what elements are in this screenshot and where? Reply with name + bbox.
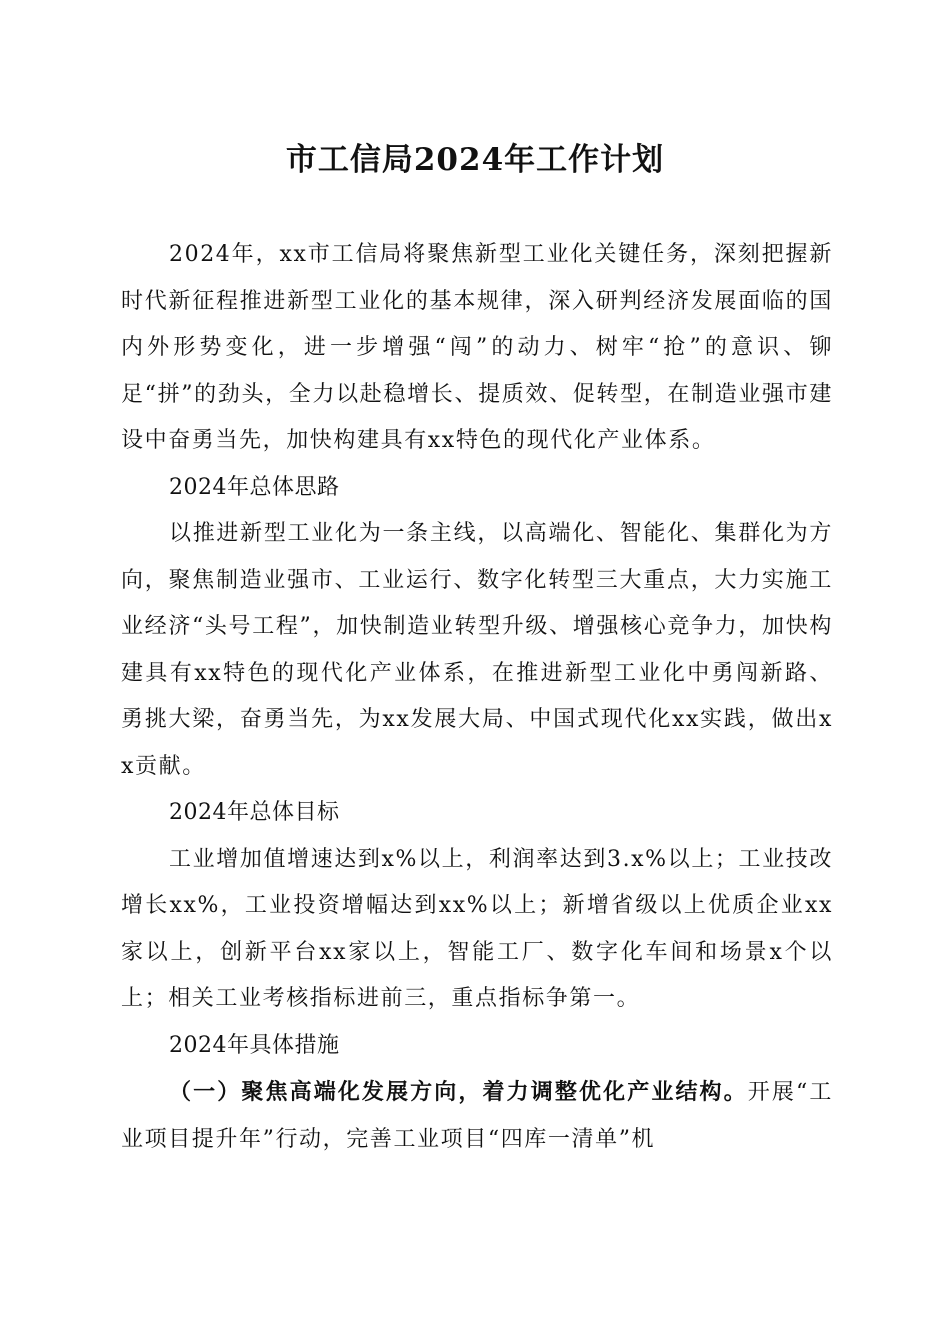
overall-approach-paragraph: 以推进新型工业化为一条主线，以高端化、智能化、集群化为方向，聚焦制造业强市、工业运行、数字化转型三大重点，大力实施工业经济“头号工程”，加快制造业转型升级、增强核心竞争力，加快构建具有xx特色的现代化产业体系，在推进新型工业化中勇闯新路、勇挑大梁，奋勇当先，为xx发展大局、中国式现代化xx实践，做出xx贡献。 [121, 521, 833, 779]
section-heading-overall-goals: 2024年总体目标 [169, 800, 340, 825]
measure-1-body: 开展“工业项目提升年”行动，完善工业项目“四库一清单”机 [121, 1080, 833, 1152]
document-title: 市工信局2024年工作计划 [285, 142, 665, 178]
document-body [121, 232, 833, 1163]
section-heading-overall-approach: 2024年总体思路 [169, 474, 340, 500]
measure-1-lead: （一）聚焦高端化发展方向，着力调整优化产业结构。 [169, 1079, 748, 1105]
measure-1-paragraph [121, 1069, 833, 1163]
section-heading-specific-measures: 2024年具体措施 [169, 1032, 340, 1058]
intro-paragraph: 2024年，xx市工信局将聚焦新型工业化关键任务，深刻把握新时代新征程推进新型工业化的基本规律，深入研判经济发展面临的国内外形势变化，进一步增强“闯”的动力、树牢“抢”的意识、铆足“拼”的劲头，全力以赴稳增长、提质效、促转型，在制造业强市建设中奋勇当先，加快构建具有xx特色的现代化产业体系。 [121, 242, 833, 453]
overall-goals-paragraph: 工业增加值增速达到x%以上，利润率达到3.x%以上；工业技改增长xx%，工业投资增幅达到xx%以上；新增省级以上优质企业xx家以上，创新平台xx家以上，智能工厂、数字化车间和场景x个以上；相关工业考核指标进前三，重点指标争第一。 [121, 846, 833, 1011]
